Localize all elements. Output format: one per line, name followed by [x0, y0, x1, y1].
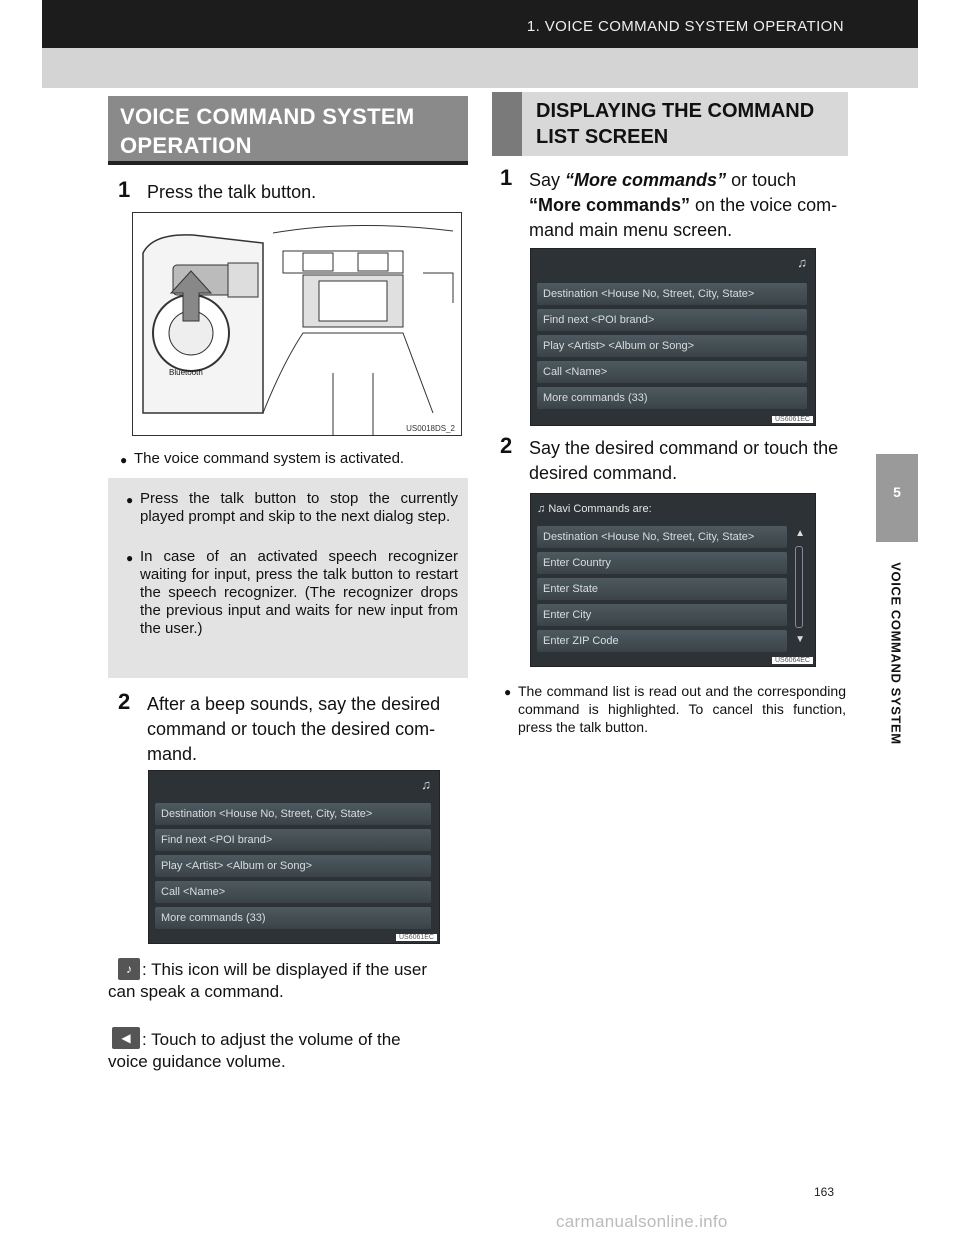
navi-item-state[interactable]: Enter State [537, 578, 787, 600]
dashboard-figure [132, 212, 462, 436]
menu-item-more-commands[interactable]: More commands (33) [537, 387, 807, 409]
volume-icon: ◀ [112, 1027, 140, 1049]
icon1-description-cont: can speak a command. [108, 982, 284, 1001]
navi-item-zip[interactable]: Enter ZIP Code [537, 630, 787, 652]
chapter-label-text: VOICE COMMAND SYSTEM [888, 562, 904, 745]
figure-code: US0018DS_2 [406, 424, 455, 433]
menu-item-call[interactable]: Call <Name> [537, 361, 807, 383]
note-text: In case of an activated speech recognizer waiting for input, press the talk button to restart the speech recognizer. (The recognizer drops the previous input and waits for new input from the user.) [140, 548, 458, 637]
section-rule [108, 161, 468, 165]
step-text: After a beep sounds, say the desired command or touch the desired com- mand. [147, 694, 441, 764]
page-number: 163 [814, 1185, 835, 1199]
menu-item-find-next[interactable]: Find next <POI brand> [155, 829, 431, 851]
section-title-line2: OPERATION [120, 133, 252, 158]
header-bar [42, 0, 918, 48]
watermark: carmanualsonline.info [556, 1212, 728, 1231]
scroll-up-icon[interactable]: ▲ [795, 528, 805, 539]
step-number: 1 [500, 165, 513, 190]
menu-item-destination[interactable]: Destination <House No, Street, City, State> [155, 803, 431, 825]
menu-item-find-next[interactable]: Find next <POI brand> [537, 309, 807, 331]
menu-item-destination[interactable]: Destination <House No, Street, City, State> [537, 283, 807, 305]
screen-code: US6064EC [772, 657, 813, 664]
navi-header: ♫ Navi Commands are: [537, 503, 652, 515]
chapter-side-label [886, 556, 906, 756]
bullet-command-list [504, 682, 846, 742]
section-title-command-list [492, 92, 848, 156]
icon1-description: : This icon will be displayed if the user [142, 960, 428, 979]
navi-item-city[interactable]: Enter City [537, 604, 787, 626]
navi-item-country[interactable]: Enter Country [537, 552, 787, 574]
section-title-bar [492, 92, 522, 156]
section-title-voice-command [108, 96, 468, 164]
note-item [126, 548, 460, 672]
menu-item-more-commands[interactable]: More commands (33) [155, 907, 431, 929]
talk-icon: ♫ [797, 255, 807, 270]
scrollbar[interactable] [795, 546, 803, 628]
note-text: Press the talk button to stop the currently played prompt and skip to the next dialog step. [140, 490, 458, 525]
step-text: Say “More commands” or touch “More commands” on the voice com- mand main menu screen. [529, 170, 838, 240]
chapter-number: 5 [893, 484, 901, 500]
step-text: Say the desired command or touch the desired command. [529, 438, 839, 483]
bullet-text: The voice command system is activated. [134, 450, 405, 467]
step-number: 1 [118, 177, 131, 202]
icon2-description-cont: voice guidance volume. [108, 1052, 286, 1071]
step-number: 2 [500, 433, 513, 458]
note-item [126, 490, 460, 546]
voice-menu-screen [148, 770, 440, 944]
icon2-description: : Touch to adjust the volume of the [142, 1030, 401, 1049]
bullet-dot-icon: ● [120, 453, 128, 467]
navi-item-destination[interactable]: Destination <House No, Street, City, State> [537, 526, 787, 548]
step-1-left [118, 177, 468, 206]
note-box [108, 478, 468, 678]
screen-code: US6061EC [396, 934, 437, 941]
menu-item-call[interactable]: Call <Name> [155, 881, 431, 903]
section-title-line1: DISPLAYING THE COMMAND [536, 100, 815, 122]
step-2-left [118, 689, 468, 770]
talk-icon: ♫ [537, 503, 549, 515]
talk-icon: ♫ [421, 777, 431, 792]
header-band [42, 48, 918, 88]
bullet-text: The command list is read out and the corresponding command is highlighted. To cancel this function, press the talk button. [518, 683, 846, 735]
screen-code: US6061EC [772, 416, 813, 423]
menu-item-play[interactable]: Play <Artist> <Album or Song> [537, 335, 807, 357]
menu-item-play[interactable]: Play <Artist> <Album or Song> [155, 855, 431, 877]
step-text: Press the talk button. [147, 182, 317, 202]
voice-menu-screen-right [530, 248, 816, 426]
bullet-dot-icon: ● [126, 551, 134, 565]
step-1-right [500, 165, 850, 244]
bluetooth-label: Bluetooth [169, 368, 203, 377]
navi-commands-screen [530, 493, 816, 667]
step-number: 2 [118, 689, 131, 714]
bullet-dot-icon: ● [126, 493, 134, 507]
section-title-line1: VOICE COMMAND SYSTEM [120, 104, 415, 129]
chapter-tab [876, 454, 918, 542]
section-title-line2: LIST SCREEN [536, 126, 669, 148]
bullet-dot-icon: ● [504, 685, 512, 699]
chapter-title: 1. VOICE COMMAND SYSTEM OPERATION [526, 18, 844, 35]
scroll-down-icon[interactable]: ▼ [795, 634, 805, 645]
step-2-right [500, 433, 850, 490]
talk-icon: ♪ [118, 958, 140, 980]
bullet-activated [120, 450, 466, 470]
